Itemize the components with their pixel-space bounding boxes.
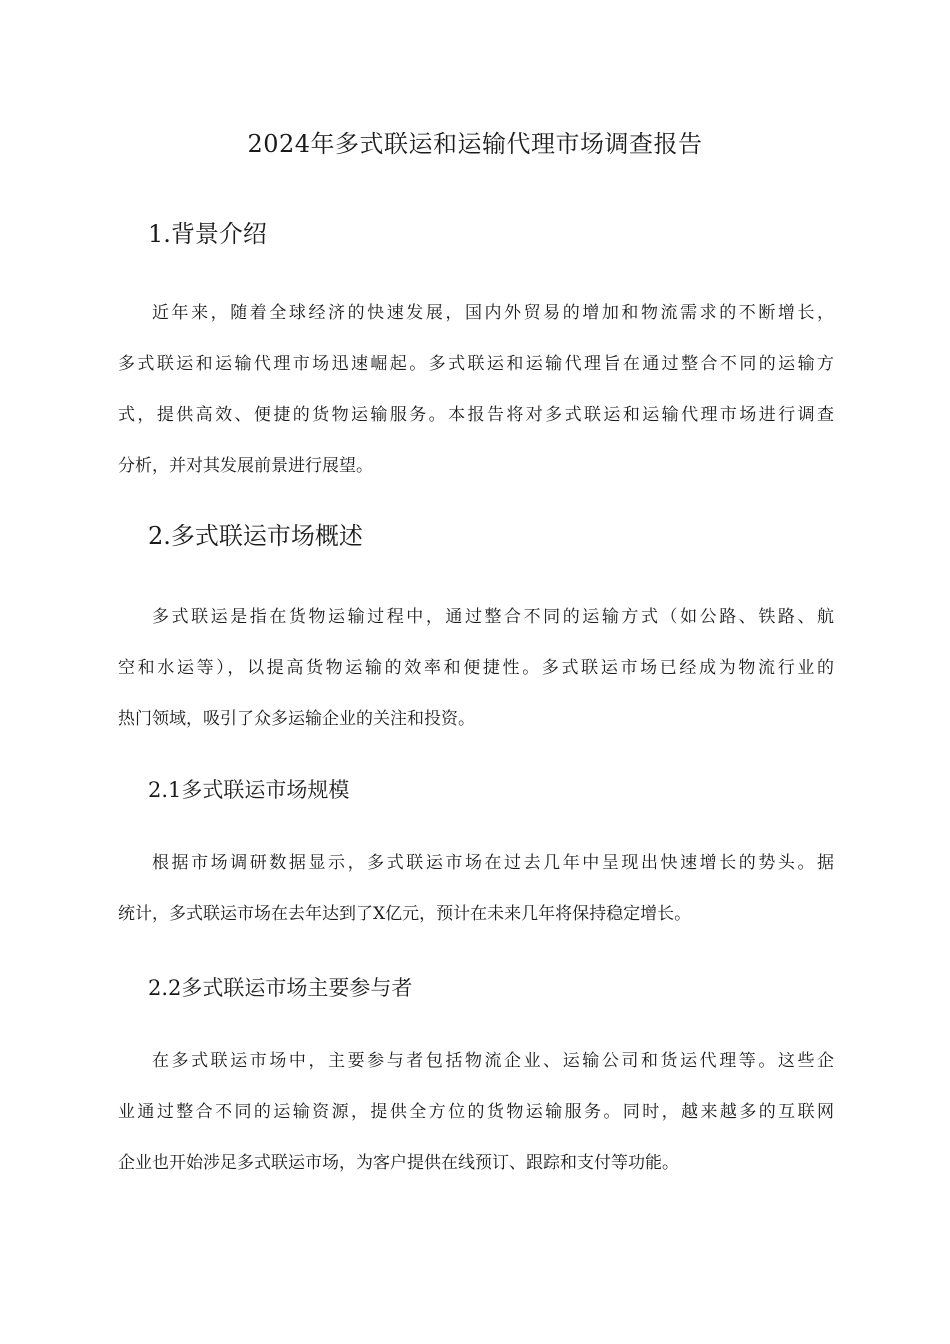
document-title: 2024年多式联运和运输代理市场调查报告 [247,130,703,158]
paragraph-market-size [118,838,834,940]
section-heading-overview: 2.多式联运市场概述 [148,522,363,550]
paragraph-line: 式，提供高效、便捷的货物运输服务。本报告将对多式联运和运输代理市场进行调查 [118,405,834,425]
section-heading-participants: 2.2多式联运市场主要参与者 [148,976,413,1000]
paragraph-line: 根据市场调研数据显示，多式联运市场在过去几年中呈现出快速增长的势头。据 [152,853,834,873]
paragraph-line: 多式联运是指在货物运输过程中，通过整合不同的运输方式（如公路、铁路、航 [152,607,834,627]
paragraph-line: 近年来，随着全球经济的快速发展，国内外贸易的增加和物流需求的不断增长， [152,303,834,323]
paragraph-line: 业通过整合不同的运输资源，提供全方位的货物运输服务。同时，越来越多的互联网 [118,1102,834,1122]
section-heading-background: 1.背景介绍 [148,220,267,248]
paragraph-participants [118,1036,834,1189]
paragraph-line: 热门领域，吸引了众多运输企业的关注和投资。 [118,709,475,729]
section-heading-market-size: 2.1多式联运市场规模 [148,778,350,802]
paragraph-line: 统计，多式联运市场在去年达到了X亿元，预计在未来几年将保持稳定增长。 [118,904,692,924]
paragraph-line: 在多式联运市场中，主要参与者包括物流企业、运输公司和货运代理等。这些企 [152,1051,834,1071]
paragraph-line: 企业也开始涉足多式联运市场，为客户提供在线预订、跟踪和支付等功能。 [118,1153,679,1173]
paragraph-line: 多式联运和运输代理市场迅速崛起。多式联运和运输代理旨在通过整合不同的运输方 [118,354,834,374]
paragraph-background [118,288,834,492]
paragraph-overview [118,592,834,745]
paragraph-line: 空和水运等），以提高货物运输的效率和便捷性。多式联运市场已经成为物流行业的 [118,658,834,678]
paragraph-line: 分析，并对其发展前景进行展望。 [118,456,373,476]
